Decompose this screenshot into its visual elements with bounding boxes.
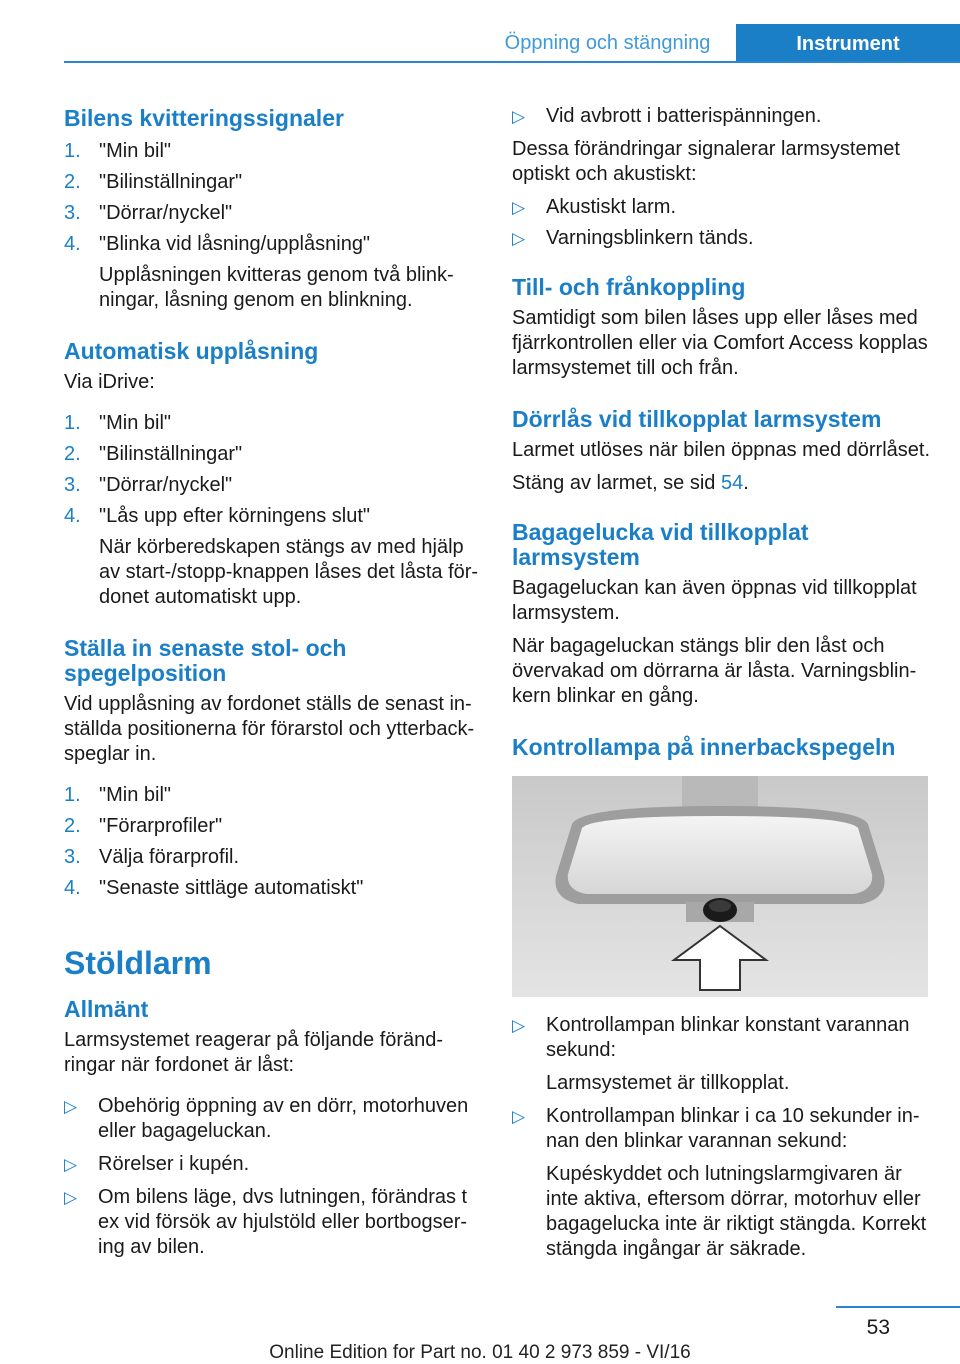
heading-stol-spegelposition: Ställa in senaste stol- och spegelposition <box>64 635 347 686</box>
triangle-bullet-icon: ▷ <box>64 1155 78 1174</box>
paragraph: Larmet utlöses när bilen öppnas med dörrlåset. <box>512 439 931 461</box>
section-tab[interactable]: Öppning och stängning <box>504 32 711 54</box>
heading-till-frankoppling: Till- och frånkoppling <box>512 274 746 300</box>
list-note: Upplåsningen kvitteras genom två blinkningar, låsning genom en blinkning. <box>99 264 454 311</box>
triangle-bullet-icon: ▷ <box>512 1016 526 1035</box>
paragraph: Vid upplåsning av fordonet ställs de senast inställda positionerna för förarstol och ytterbackspeglar in. <box>64 693 475 765</box>
settings-list-3 <box>64 783 482 901</box>
list-item: 1. "Min bil" <box>64 140 171 162</box>
list-item: 4. "Lås upp efter körningens slut" <box>64 505 371 527</box>
settings-list-2 <box>64 411 482 610</box>
list-item: 4. "Blinka vid låsning/upplåsning" <box>64 233 371 255</box>
left-column <box>64 98 482 1260</box>
list-item: ▷ Obehörig öppning av en dörr, motorhuven eller bagageluckan. <box>64 1095 469 1142</box>
triangle-bullet-icon: ▷ <box>512 1107 526 1126</box>
indicator-list <box>512 1013 930 1262</box>
list-note: När körberedskapen stängs av med hjälp av start-/stopp-knappen låses det låsta fördonet automatiskt upp. <box>99 536 479 608</box>
list-item: 1. "Min bil" <box>64 412 171 434</box>
paragraph: När bagageluckan stängs blir den låst och övervakad om dörrarna är låsta. Varningsblinkern blinkar en gång. <box>512 635 917 707</box>
heading-bagagelucka: Bagagelucka vid tillkopplat larmsystem <box>512 519 809 570</box>
list-item: 1. "Min bil" <box>64 784 171 806</box>
triangle-bullet-icon: ▷ <box>512 198 526 217</box>
list-item: ▷ Rörelser i kupén. <box>64 1153 250 1175</box>
heading-kontrollampa: Kontrollampa på innerbackspegeln <box>512 734 896 760</box>
chapter-tab[interactable]: Instrument <box>736 24 960 62</box>
header-rule <box>64 61 960 63</box>
paragraph: Samtidigt som bilen låses upp eller låses med fjärrkontrollen eller via Comfort Access kopplas larmsystemet till och från. <box>512 307 928 379</box>
alarm-signal-list <box>512 195 930 251</box>
list-item: ▷ Kontrollampan blinkar konstant varannan sekund: Larmsystemet är tillkopplat. <box>512 1013 930 1096</box>
footer-rule <box>836 1306 960 1308</box>
list-item: ▷ Vid avbrott i batterispänningen. <box>512 105 822 127</box>
paragraph: Larmsystemet reagerar på följande förändringar när fordonet är låst: <box>64 1029 444 1076</box>
triangle-bullet-icon: ▷ <box>512 107 526 126</box>
list-note: Kupéskyddet och lutningslarmgivaren är inte aktiva, eftersom dörrar, motorhuv eller bagagelucka inte är riktigt stängda. Korrekt stängda ingångar är säkrade. <box>546 1163 927 1260</box>
list-item: 2. "Förarprofiler" <box>64 815 223 837</box>
triangle-bullet-icon: ▷ <box>64 1097 78 1116</box>
page-reference-link[interactable]: 54 <box>720 472 744 494</box>
triangle-bullet-icon: ▷ <box>64 1188 78 1207</box>
edition-footer: Online Edition for Part no. 01 40 2 973 859 - VI/16 <box>269 1342 691 1363</box>
list-item: 4. "Senaste sittläge automatiskt" <box>64 877 364 899</box>
page-header <box>0 0 960 62</box>
list-item: 3. "Dörrar/nyckel" <box>64 202 233 224</box>
alarm-trigger-list <box>64 1094 482 1260</box>
list-item: 2. "Bilinställningar" <box>64 171 243 193</box>
rearview-mirror-image <box>512 776 928 997</box>
heading-allmant: Allmänt <box>64 996 149 1022</box>
list-item: ▷ Om bilens läge, dvs lutningen, förändras t ex vid försök av hjulstöld eller bortbogsering av bilen. <box>64 1186 468 1258</box>
page-number: 53 <box>866 1316 890 1339</box>
heading-kvitteringssignaler: Bilens kvitteringssignaler <box>64 105 344 131</box>
list-item: ▷ Kontrollampan blinkar i ca 10 sekunder innan den blinkar varannan sekund: Kupéskyddet och lutningslarmgivaren är inte aktiva, eftersom dörrar, motorhuv eller bagagelucka inte är riktigt stängda. Korrekt stängda ingångar är säkrade. <box>512 1104 930 1262</box>
list-note: Larmsystemet är tillkopplat. <box>546 1072 790 1094</box>
list-item: 3. Välja förarprofil. <box>64 846 240 868</box>
right-column <box>512 98 930 1262</box>
heading-stoldlarm: Stöldlarm <box>64 945 212 981</box>
paragraph: Via iDrive: <box>64 371 155 393</box>
triangle-bullet-icon: ▷ <box>512 229 526 248</box>
settings-list-1 <box>64 139 482 313</box>
heading-dorrlas: Dörrlås vid tillkopplat larmsystem <box>512 406 882 432</box>
paragraph: Bagageluckan kan även öppnas vid tillkopplat larmsystem. <box>512 577 917 624</box>
paragraph: Dessa förändringar signalerar larmsystemet optiskt och akustiskt: <box>512 138 900 185</box>
list-item: ▷ Varningsblinkern tänds. <box>512 227 754 249</box>
heading-automatisk-upplasning: Automatisk upplåsning <box>64 338 319 364</box>
paragraph: Stäng av larmet, se sid 54. <box>512 472 749 494</box>
list-item: 3. "Dörrar/nyckel" <box>64 474 233 496</box>
list-item: ▷ Akustiskt larm. <box>512 196 677 218</box>
list-item: 2. "Bilinställningar" <box>64 443 243 465</box>
